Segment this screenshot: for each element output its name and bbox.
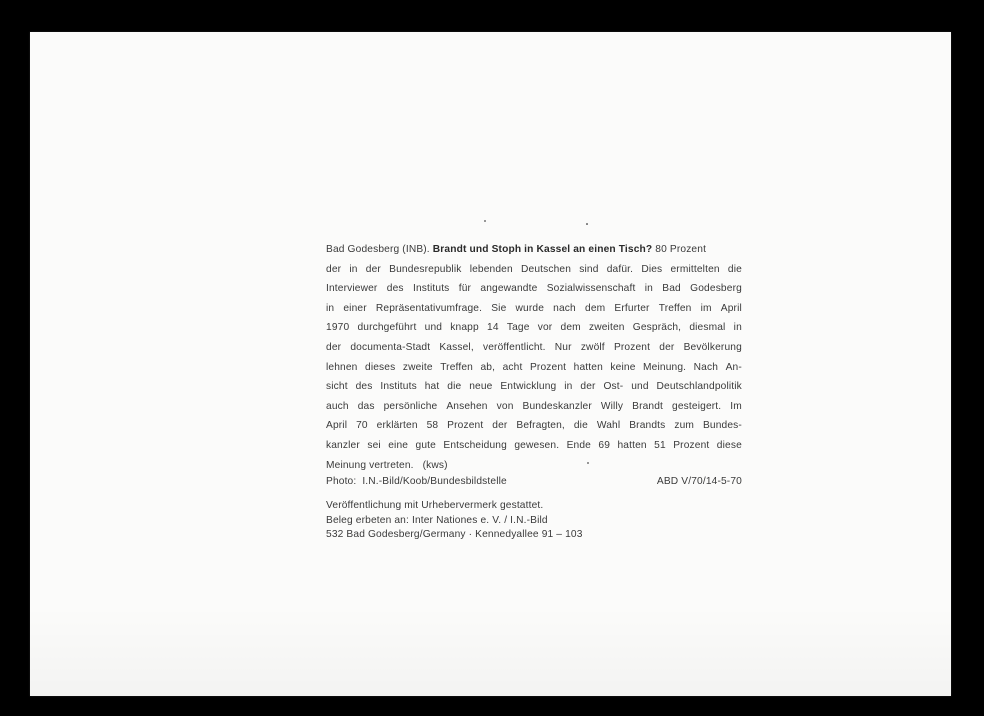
- notice-line: Beleg erbeten an: Inter Nationes e. V. / I.N.-Bild: [326, 514, 548, 526]
- word: Interviewer: [326, 283, 378, 295]
- word: in: [349, 263, 358, 275]
- word: Bundeskanzler: [522, 400, 592, 412]
- word: die: [573, 420, 588, 432]
- word: Sie: [491, 302, 507, 314]
- word: keine: [610, 361, 636, 373]
- word: sei: [367, 439, 381, 451]
- word: dem: [585, 302, 606, 314]
- word: einer: [343, 302, 367, 314]
- word: zwölf: [580, 341, 605, 353]
- word: Entwicklung: [500, 381, 557, 393]
- word: Dies: [641, 263, 663, 275]
- word: hatten: [617, 439, 647, 451]
- word: Wahl: [596, 420, 621, 432]
- word: angewandte: [480, 283, 538, 295]
- text-line: [326, 318, 742, 338]
- word: zweite: [402, 361, 433, 373]
- word: und: [631, 381, 649, 393]
- word: Bevölkerung: [683, 341, 742, 353]
- word: des: [355, 381, 373, 393]
- word: die: [727, 263, 742, 275]
- word: in: [326, 302, 335, 314]
- word: die: [447, 381, 462, 393]
- word: 1970: [326, 322, 350, 334]
- word: 58: [426, 420, 439, 432]
- word: Erfurter: [614, 302, 650, 314]
- word: Ost-: [603, 381, 624, 393]
- word: der: [365, 263, 381, 275]
- word: Deutschen: [521, 263, 572, 275]
- word: der: [492, 420, 508, 432]
- word: Willy: [600, 400, 624, 412]
- word: dieses: [365, 361, 396, 373]
- text-line: [326, 338, 742, 358]
- word: nach: [553, 302, 576, 314]
- word: der: [326, 263, 342, 275]
- word: vor: [537, 322, 553, 334]
- word: 14: [487, 322, 499, 334]
- word: Deutschlandpolitik: [656, 381, 742, 393]
- word: sind: [579, 263, 599, 275]
- word: durchgeführt: [357, 322, 417, 334]
- word: Ansehen: [446, 400, 488, 412]
- word: kanzler: [326, 439, 360, 451]
- word: Treffen: [440, 361, 473, 373]
- word: 51: [654, 439, 666, 451]
- word: Nach: [693, 361, 719, 373]
- photo-credit-row: [326, 475, 742, 489]
- word: Bundesrepublik: [389, 263, 462, 275]
- word: Brandts: [629, 420, 666, 432]
- word: das: [357, 400, 375, 412]
- text-line: [326, 260, 742, 280]
- word: Treffen: [658, 302, 692, 314]
- press-release-text: [326, 240, 742, 475]
- word: erklärten: [376, 420, 418, 432]
- word: zweiten: [588, 322, 625, 334]
- word: Instituts: [412, 283, 450, 295]
- word: für: [458, 283, 472, 295]
- word: Prozent: [447, 420, 484, 432]
- word: gewesen.: [514, 439, 560, 451]
- word: diesmal: [689, 322, 726, 334]
- word: Tage: [506, 322, 530, 334]
- word: neue: [469, 381, 493, 393]
- word: wurde: [515, 302, 545, 314]
- word: ermittelten: [670, 263, 720, 275]
- word: Befragten,: [516, 420, 565, 432]
- text-line: [326, 377, 742, 397]
- word: lebenden: [469, 263, 513, 275]
- headline: Brandt und Stoph in Kassel an einen Tisch?: [432, 244, 653, 255]
- paper-speck: [484, 220, 486, 222]
- word: April: [720, 302, 742, 314]
- word: Gespräch,: [632, 322, 682, 334]
- word: Prozent: [673, 439, 710, 451]
- word: zum: [674, 420, 695, 432]
- text-line: [326, 416, 742, 436]
- text-line: [326, 240, 742, 260]
- word: dem: [560, 322, 581, 334]
- word: ab,: [480, 361, 496, 373]
- word: in: [733, 322, 742, 334]
- word: der: [659, 341, 675, 353]
- word: Meinung.: [643, 361, 687, 373]
- text-line: Meinung vertreten. (kws): [326, 459, 448, 471]
- copyright-notice: [326, 499, 583, 543]
- word: Bundes-: [702, 420, 742, 432]
- word: Nur: [554, 341, 572, 353]
- word: in: [564, 381, 573, 393]
- word: der: [580, 381, 596, 393]
- word: dafür.: [606, 263, 634, 275]
- word: hatten: [573, 361, 603, 373]
- paper-speck: [586, 223, 588, 225]
- word: persönliche: [383, 400, 438, 412]
- word: lehnen: [326, 361, 358, 373]
- word: gute: [415, 439, 436, 451]
- word: Entscheidung: [443, 439, 507, 451]
- notice-line: Veröffentlichung mit Urhebervermerk gestattet.: [326, 500, 544, 511]
- word: documenta-Stadt: [350, 341, 431, 353]
- word: gesteigert.: [672, 400, 722, 412]
- word: in: [644, 283, 653, 295]
- word: Ende: [566, 439, 591, 451]
- word: acht: [502, 361, 523, 373]
- word: veröffentlicht.: [482, 341, 546, 353]
- word: auch: [326, 400, 349, 412]
- paper-speck: [587, 462, 589, 464]
- text-line: [326, 436, 742, 456]
- reference-code: ABD V/70/14-5-70: [656, 476, 742, 487]
- notice-line: 532 Bad Godesberg/Germany · Kennedyallee 91 – 103: [326, 529, 583, 540]
- word: knapp: [450, 322, 479, 334]
- word: Godesberg: [690, 283, 742, 295]
- dateline: Bad Godesberg (INB). Brandt und Stoph in Kassel an einen Tisch? 80 Prozent: [326, 244, 707, 255]
- word: Sozialwissenschaft: [546, 283, 636, 295]
- paper-sheet: [30, 32, 951, 696]
- text-line: [326, 299, 742, 319]
- word: April: [326, 420, 348, 432]
- text-line: [326, 397, 742, 417]
- word: Kassel,: [439, 341, 474, 353]
- word: eine: [388, 439, 409, 451]
- word: im: [700, 302, 712, 314]
- photo-credit: Photo: I.N.-Bild/Koob/Bundesbildstelle: [326, 476, 507, 487]
- word: der: [326, 341, 342, 353]
- word: Im: [730, 400, 742, 412]
- word: 70: [356, 420, 368, 432]
- word: hat: [424, 381, 440, 393]
- word: Bad: [662, 283, 681, 295]
- word: Prozent: [529, 361, 567, 373]
- word: und: [424, 322, 443, 334]
- word: des: [386, 283, 404, 295]
- word: Repräsentativumfrage.: [375, 302, 483, 314]
- word: Prozent: [613, 341, 651, 353]
- word: diese: [716, 439, 742, 451]
- word: 69: [598, 439, 611, 451]
- word: sicht: [326, 381, 348, 393]
- text-line: [326, 279, 742, 299]
- word: von: [496, 400, 514, 412]
- text-line: [326, 358, 742, 378]
- word: Instituts: [380, 381, 417, 393]
- word: Brandt: [632, 400, 664, 412]
- word: An-: [725, 361, 742, 373]
